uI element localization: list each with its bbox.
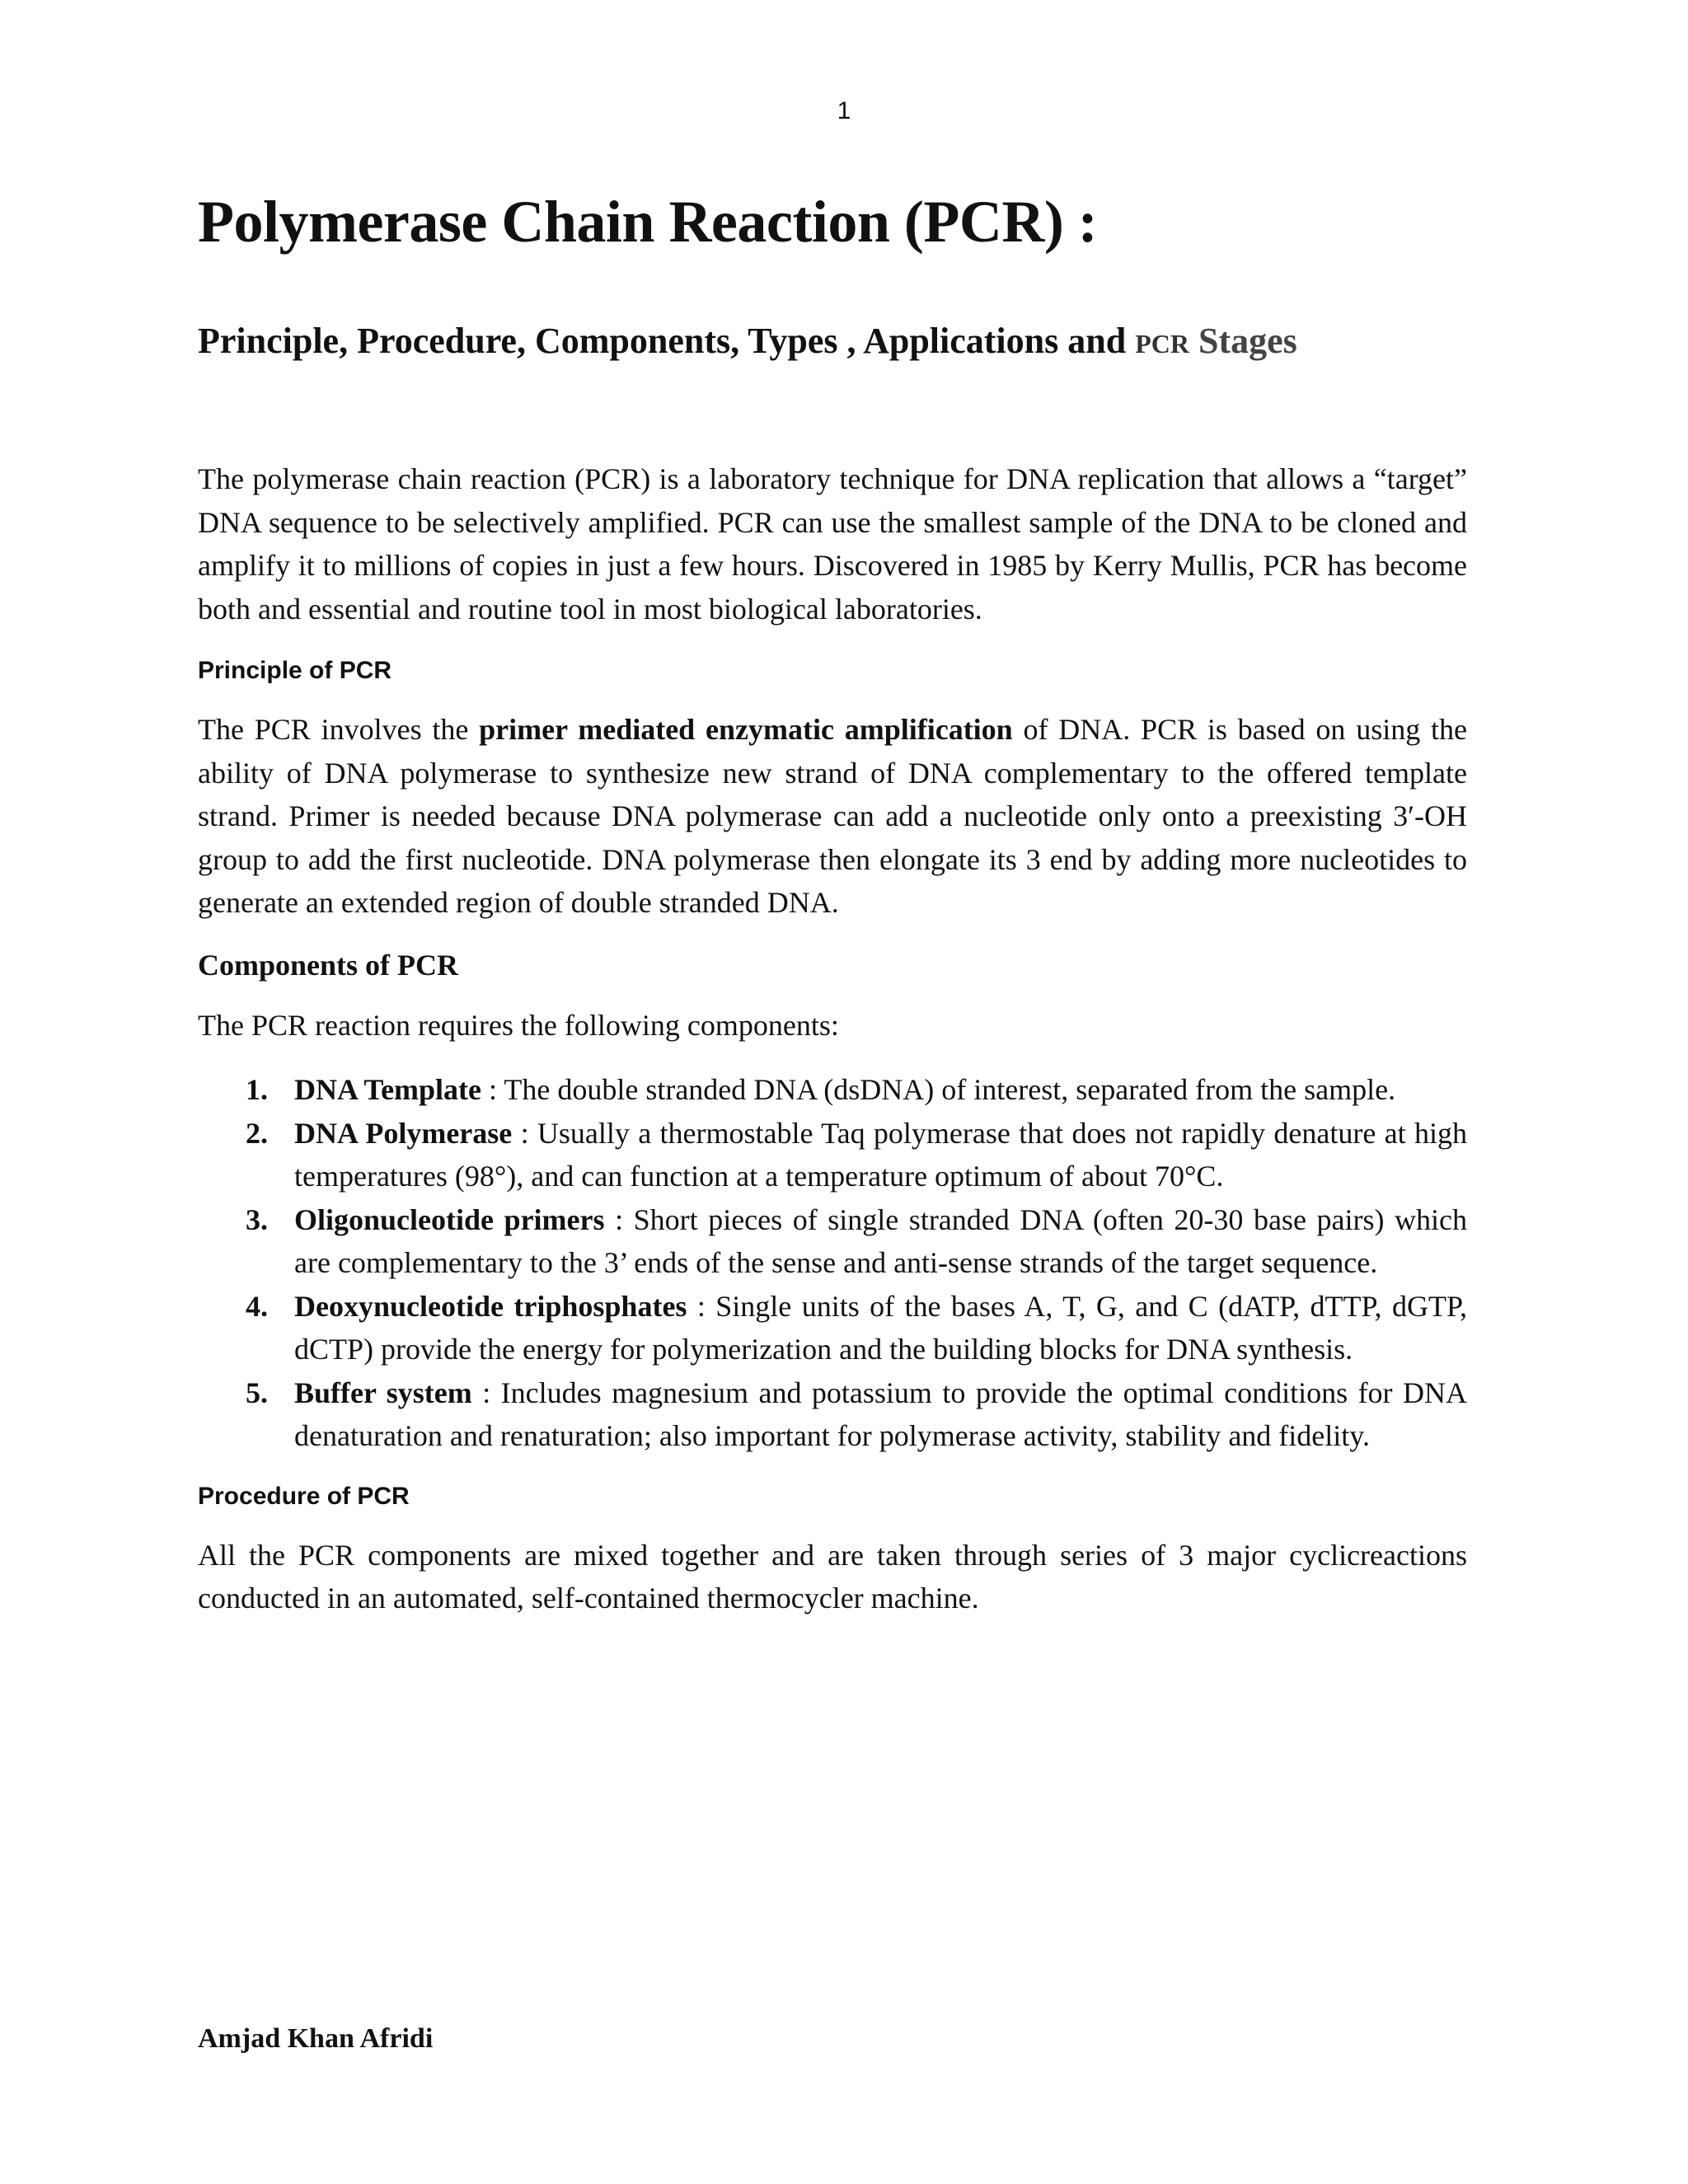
page-number: 1 bbox=[837, 97, 851, 124]
principle-paragraph bbox=[198, 708, 1467, 925]
procedure-paragraph: All the PCR components are mixed together and are taken through series of 3 major cyclicreactions conducted in an automated, self-contained thermocycler machine. bbox=[198, 1538, 1467, 1615]
principle-heading: Principle of PCR bbox=[198, 657, 392, 684]
list-item-term: Deoxynucleotide triphosphates bbox=[294, 1289, 687, 1323]
list-item-term: Buffer system bbox=[294, 1376, 472, 1409]
list-item bbox=[198, 1198, 1467, 1285]
subtitle-part-3: Stages bbox=[1189, 321, 1297, 361]
subtitle-part-2: PCR bbox=[1135, 329, 1189, 359]
components-intro: The PCR reaction requires the following components: bbox=[198, 1008, 839, 1042]
procedure-heading: Procedure of PCR bbox=[198, 1482, 410, 1510]
list-item-number: 1. bbox=[246, 1073, 268, 1106]
list-item-description: : Usually a thermostable Taq polymerase that does not rapidly denature at high temperatures (98°), and can function at a temperature optimum of about 70°C. bbox=[294, 1116, 1467, 1193]
document-title: Polymerase Chain Reaction (PCR) : bbox=[198, 189, 1098, 255]
list-item-term: Oligonucleotide primers bbox=[294, 1202, 605, 1236]
list-item-description: : Single units of the bases A, T, G, and C (dATP, dTTP, dGTP, dCTP) provide the energy for polymerization and the building blocks for DNA synthesis. bbox=[294, 1289, 1467, 1366]
author-name: Amjad Khan Afridi bbox=[198, 2023, 434, 2054]
list-item-description: : The double stranded DNA (dsDNA) of interest, separated from the sample. bbox=[481, 1073, 1396, 1106]
subtitle-part-1: Principle, Procedure, Components, Types , Applications and bbox=[198, 321, 1136, 361]
list-item bbox=[198, 1112, 1467, 1198]
list-item-description: : Short pieces of single stranded DNA (often 20-30 base pairs) which are complementary to the 3’ ends of the sense and anti-sense strands of the target sequence. bbox=[294, 1202, 1467, 1279]
principle-text-before: The PCR involves the bbox=[198, 713, 480, 746]
list-item bbox=[198, 1285, 1467, 1371]
list-item-number: 2. bbox=[246, 1116, 268, 1150]
list-item-number: 3. bbox=[246, 1202, 268, 1236]
document-subtitle bbox=[198, 320, 1297, 362]
principle-bold-phrase: primer mediated enzymatic amplification bbox=[479, 713, 1013, 746]
list-item-number: 5. bbox=[246, 1376, 268, 1409]
list-item-number: 4. bbox=[246, 1289, 268, 1323]
intro-paragraph: The polymerase chain reaction (PCR) is a laboratory technique for DNA replication that allows a “target” DNA sequence to be selectively amplified. PCR can use the smallest sample of the DNA to be cloned and amplify it to millions of copies in just a few hours. Discovered in 1985 by Kerry Mullis, PCR has become both and essential and routine tool in most biological laboratories. bbox=[198, 462, 1467, 626]
list-item-term: DNA Template bbox=[294, 1073, 482, 1106]
list-item bbox=[198, 1371, 1467, 1458]
list-item-description: : Includes magnesium and potassium to provide the optimal conditions for DNA denaturation and renaturation; also important for polymerase activity, stability and fidelity. bbox=[294, 1376, 1467, 1452]
components-list bbox=[198, 1068, 1467, 1458]
list-item-term: DNA Polymerase bbox=[294, 1116, 513, 1150]
list-item bbox=[198, 1068, 1467, 1112]
principle-text-after: of DNA. PCR is based on using the ability of DNA polymerase to synthesize new strand of DNA complementary to the offered template strand. Primer is needed because DNA polymerase can add a nucleotide only onto a preexisting 3′-OH group to add the first nucleotide. DNA polymerase then elongate its 3 end by adding more nucleotides to generate an extended region of double stranded DNA. bbox=[198, 713, 1467, 919]
document-body bbox=[198, 457, 1467, 1620]
components-heading: Components of PCR bbox=[198, 948, 459, 982]
